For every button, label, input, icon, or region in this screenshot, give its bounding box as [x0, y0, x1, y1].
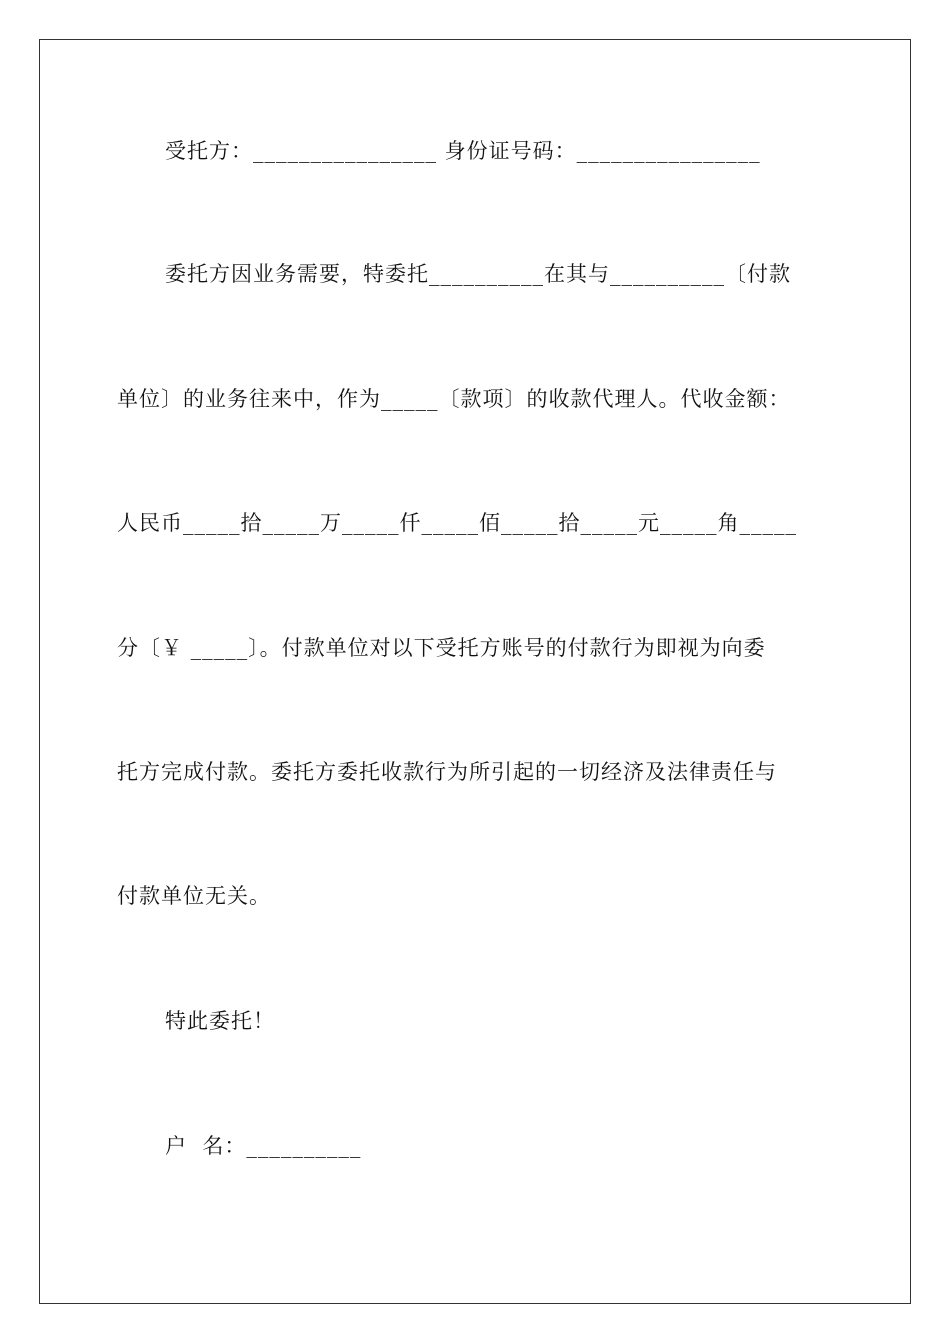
closing-line: 特此委托！ — [165, 1009, 275, 1033]
paragraph-line-1: 委托方因业务需要，特委托__________在其与__________〔付款 — [165, 262, 791, 286]
paragraph-line-6: 付款单位无关。 — [117, 884, 271, 908]
paragraph-line-4: 分〔￥ _____〕。付款单位对以下受托方账号的付款行为即视为向委 — [117, 636, 766, 660]
paragraph-line-2: 单位〕的业务往来中，作为_____〔款项〕的收款代理人。代收金额： — [117, 387, 791, 411]
account-name-line: 户 名：__________ — [165, 1134, 362, 1158]
trustee-id-line: 受托方：________________ 身份证号码：________________ — [165, 139, 761, 163]
paragraph-line-5: 托方完成付款。委托方委托收款行为所引起的一切经济及法律责任与 — [117, 760, 777, 784]
page-border — [39, 39, 911, 1304]
paragraph-line-3: 人民币_____拾_____万_____仟_____佰_____拾_____元_____角_____ — [117, 511, 797, 535]
